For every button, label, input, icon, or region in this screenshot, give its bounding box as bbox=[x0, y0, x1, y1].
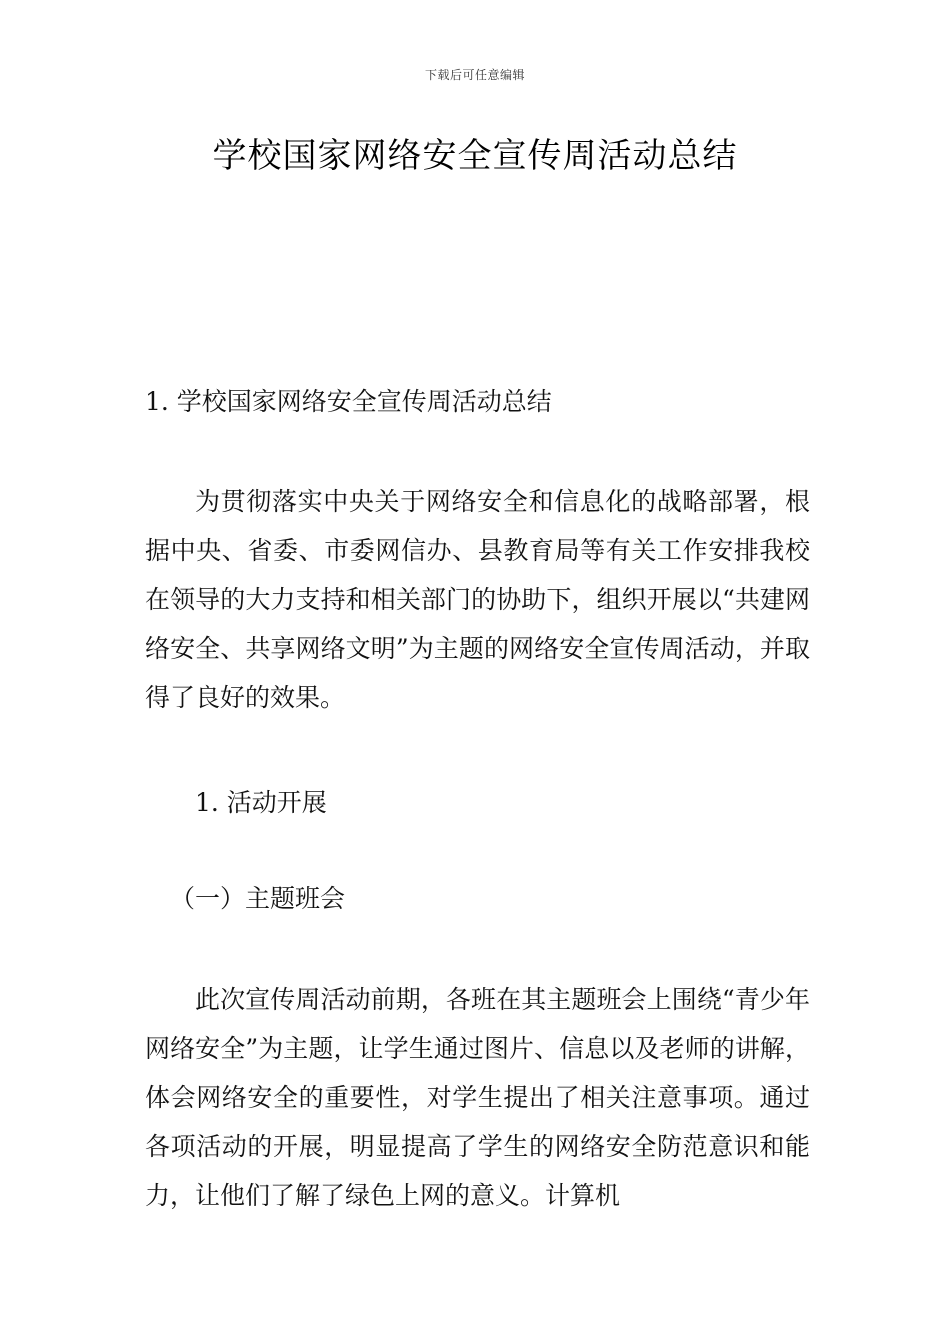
header-note: 下载后可任意编辑 bbox=[424, 68, 525, 82]
subheading-activities: 1. 活动开展 bbox=[195, 788, 327, 817]
body-paragraph-2: 此次宣传周活动前期，各班在其主题班会上围绕“青少年网络安全”为主题，让学生通过图片、信息以及老师的讲解，体会网络安全的重要性，对学生提出了相关注意事项。通过各项活动的开展，明显提高了学生的网络安全防范意识和能力，让他们了解了绿色上网的意义。计算机 bbox=[145, 985, 810, 1210]
document-title: 学校国家网络安全宣传周活动总结 bbox=[212, 136, 738, 176]
subheading-class-meeting: （一）主题班会 bbox=[170, 884, 346, 913]
body-paragraph-1: 为贯彻落实中央关于网络安全和信息化的战略部署，根据中央、省委、市委网信办、县教育局等有关工作安排我校在领导的大力支持和相关部门的协助下，组织开展以“共建网络安全、共享网络文明”为主题的网络安全宣传周活动，并取得了良好的效果。 bbox=[145, 487, 810, 712]
section-heading: 1. 学校国家网络安全宣传周活动总结 bbox=[145, 387, 552, 416]
